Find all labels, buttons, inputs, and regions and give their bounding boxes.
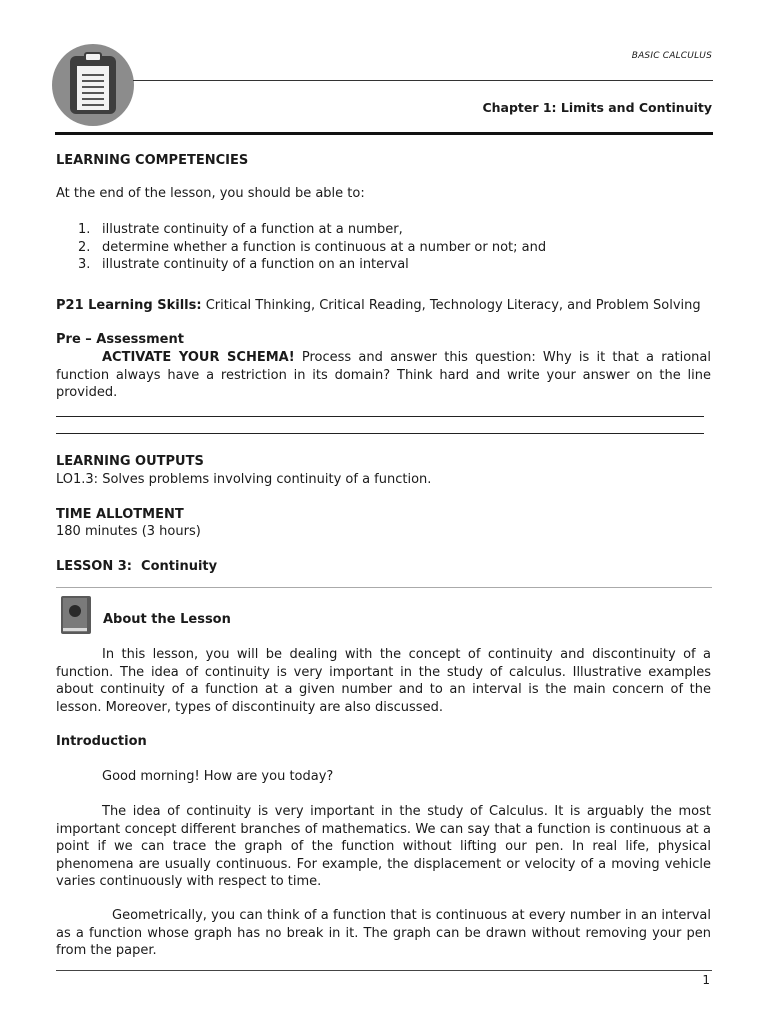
book-icon — [60, 595, 92, 635]
time-text: 180 minutes (3 hours) — [56, 524, 201, 539]
chapter-title: Chapter 1: Limits and Continuity — [482, 100, 712, 115]
list-item: 1. illustrate continuity of a function at a number, — [78, 222, 403, 237]
lesson-heading: LESSON 3: Continuity — [56, 559, 218, 574]
competencies-heading: LEARNING COMPETENCIES — [56, 153, 249, 168]
competencies-intro: At the end of the lesson, you should be able to: — [56, 186, 365, 201]
skills-label: P21 Learning Skills: — [56, 298, 202, 313]
skills-text: Critical Thinking, Critical Reading, Technology Literacy, and Problem Solving — [205, 298, 701, 313]
about-heading: About the Lesson — [103, 612, 231, 627]
outputs-text: LO1.3: Solves problems involving continuity of a function. — [56, 472, 432, 487]
page-number: 1 — [702, 973, 710, 987]
clipboard-icon — [70, 56, 116, 114]
introduction-heading: Introduction — [56, 734, 147, 749]
pre-assessment-text: ACTIVATE YOUR SCHEMA! Process and answer this question: Why is it that a rational function always have a restriction in its domain? Think hard and write your answer on the line provided. — [56, 350, 711, 400]
course-title: BASIC CALCULUS — [631, 51, 712, 61]
answer-line[interactable] — [56, 433, 704, 434]
footer-rule — [56, 970, 712, 971]
list-item: 3. illustrate continuity of a function on an interval — [78, 257, 409, 272]
header-top-rule — [133, 80, 713, 81]
pre-assessment-heading: Pre – Assessment — [56, 332, 184, 347]
schema-lead: ACTIVATE YOUR SCHEMA! — [102, 350, 295, 365]
intro-paragraph-2: Geometrically, you can think of a function that is continuous at every number in an interval as a function whose graph has no break in it. The graph can be drawn without removing your pen from the paper. — [56, 908, 711, 958]
answer-line[interactable] — [56, 416, 704, 417]
about-text: In this lesson, you will be dealing with the concept of continuity and discontinuity of a function. The idea of continuity is very important in the study of calculus. Illustrative examples about continuity of a function at a given number and to an interval is the main concern of the lesson. Moreover, types of discontinuity are also discussed. — [56, 647, 711, 715]
greeting-text: Good morning! How are you today? — [102, 769, 334, 784]
header-bottom-rule — [55, 132, 713, 135]
competencies-list — [78, 221, 678, 274]
section-divider — [56, 587, 712, 588]
learning-skills — [56, 297, 711, 315]
outputs-heading: LEARNING OUTPUTS — [56, 454, 204, 469]
time-heading: TIME ALLOTMENT — [56, 507, 184, 522]
intro-paragraph-1: The idea of continuity is very important in the study of Calculus. It is arguably the most important concept different branches of mathematics. We can say that a function is continuous at a point if we can trace the graph of the function without lifting our pen. In real life, physical phenomena are usually continuous. For example, the displacement or velocity of a moving vehicle varies continuously with respect to time. — [56, 804, 711, 889]
list-item: 2. determine whether a function is continuous at a number or not; and — [78, 239, 547, 255]
clipboard-logo — [52, 44, 134, 126]
